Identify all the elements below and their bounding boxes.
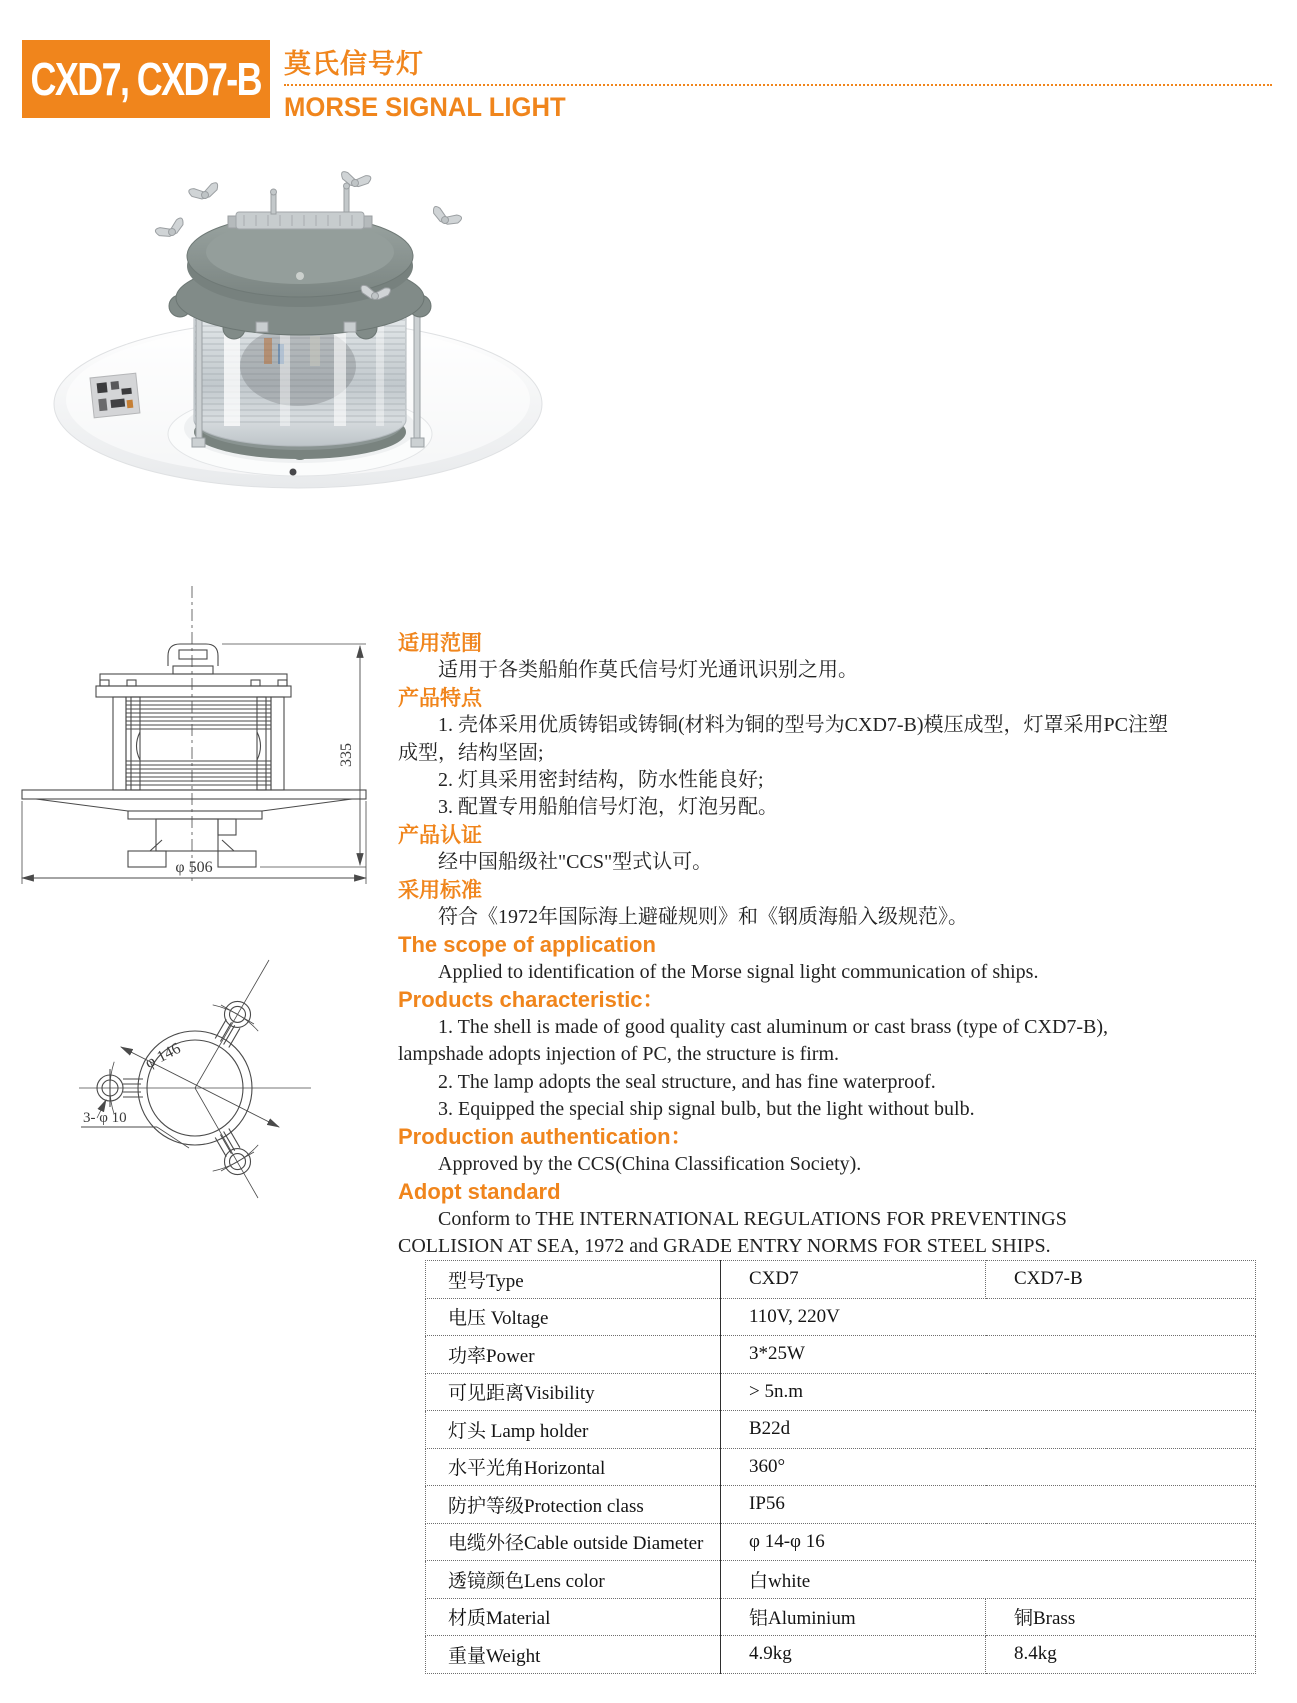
table-row-protection-class: [426, 1486, 1256, 1524]
table-row-cable-diameter: [426, 1523, 1256, 1561]
spec-label: 灯头 Lamp holder: [426, 1411, 721, 1449]
section-paragraph: 适用于各类船舶作莫氏信号灯光通讯识别之用。: [438, 659, 858, 682]
section-paragraph: 1. The shell is made of good quality cast aluminum or cast brass (type of CXD7-B), lampshade adopts injection of PC, the structure is firm.: [398, 1015, 1109, 1066]
product-title-english: MORSE SIGNAL LIGHT: [284, 92, 566, 122]
table-row-horizontal-angle: [426, 1448, 1256, 1486]
section-paragraph: 2. The lamp adopts the seal structure, and has fine waterproof.: [438, 1070, 936, 1093]
spec-value-cxd7b: 8.4kg: [986, 1636, 1256, 1674]
table-row-lens-color: [426, 1561, 1256, 1599]
product-title-chinese: 莫氏信号灯: [284, 49, 424, 79]
product-sticker: [90, 373, 140, 418]
table-row-visibility: [426, 1373, 1256, 1411]
section-heading-authentication-en: Production authentication：: [398, 1124, 693, 1150]
spec-value: > 5n.m: [721, 1373, 1256, 1411]
spec-value: 110V, 220V: [721, 1298, 1256, 1336]
model-code-banner: [22, 40, 270, 118]
dim-height-335: 335: [338, 743, 355, 767]
table-row-lamp-holder: [426, 1411, 1256, 1449]
spec-label: 材质Material: [426, 1598, 721, 1636]
spec-label: 重量Weight: [426, 1636, 721, 1674]
spec-value: 360°: [721, 1448, 1256, 1486]
spec-value: φ 14-φ 16: [721, 1523, 1256, 1561]
section-paragraph: Applied to identification of the Morse signal light communication of ships.: [438, 960, 1039, 983]
section-paragraph: Conform to THE INTERNATIONAL REGULATIONS FOR PREVENTINGS COLLISION AT SEA, 1972 and GRADE ENTRY NORMS FOR STEEL SHIPS.: [398, 1207, 1067, 1257]
section-heading-standard-cn: 采用标准: [398, 878, 482, 902]
spec-value: 白white: [721, 1561, 1256, 1599]
wing-nut: [188, 182, 220, 202]
dim-diameter-506: φ 506: [175, 859, 213, 876]
section-paragraph: 1. 壳体采用优质铸铝或铸铜(材料为铜的型号为CXD7-B)模压成型，灯罩采用PC注塑成型，结构坚固;: [398, 714, 1169, 764]
table-row-type: [426, 1261, 1256, 1299]
spec-label: 透镜颜色Lens color: [426, 1561, 721, 1599]
section-paragraph: 符合《1972年国际海上避碰规则》和《钢质海船入级规范》。: [438, 906, 968, 929]
model-code-text: CXD7, CXD7-B: [30, 53, 262, 105]
spec-value-cxd7b: 铜Brass: [986, 1598, 1256, 1636]
spec-label: 防护等级Protection class: [426, 1486, 721, 1524]
spec-label: 电缆外径Cable outside Diameter: [426, 1523, 721, 1561]
description-column: [398, 630, 1170, 1260]
table-row-power: [426, 1336, 1256, 1374]
section-heading-characteristic-en: Products characteristic：: [398, 987, 665, 1013]
cap-handle: [236, 212, 364, 229]
spec-label: 电压 Voltage: [426, 1298, 721, 1336]
product-photo: [28, 138, 548, 508]
section-paragraph: 经中国船级社"CCS"型式认可。: [438, 851, 713, 874]
table-row-weight: [426, 1636, 1256, 1674]
section-heading-features-cn: 产品特点: [398, 686, 482, 710]
dim-diameter-146: φ 146: [142, 1039, 184, 1073]
section-heading-scope-cn: 适用范围: [398, 632, 482, 655]
spec-label: 功率Power: [426, 1336, 721, 1374]
section-heading-certification-cn: 产品认证: [398, 823, 482, 847]
spec-label: 可见距离Visibility: [426, 1373, 721, 1411]
spec-value: IP56: [721, 1486, 1256, 1524]
spec-value-cxd7: 铝Aluminium: [721, 1598, 986, 1636]
spec-label: 水平光角Horizontal: [426, 1448, 721, 1486]
spec-label: 型号Type: [426, 1261, 721, 1299]
dotted-rule: [284, 84, 1272, 86]
section-heading-standard-en: Adopt standard: [398, 1179, 561, 1205]
spec-table: [425, 1260, 1256, 1674]
section-heading-scope-en: The scope of application: [398, 932, 656, 958]
section-paragraph: 3. Equipped the special ship signal bulb, but the light without bulb.: [438, 1097, 975, 1120]
dim-mounting-holes: 3- φ 10: [83, 1110, 127, 1126]
spec-value: B22d: [721, 1411, 1256, 1449]
section-paragraph: Approved by the CCS(China Classification Society).: [438, 1152, 862, 1175]
side-view-drawing: [10, 582, 390, 894]
section-paragraph: 2. 灯具采用密封结构，防水性能良好;: [438, 769, 764, 792]
spec-value: 3*25W: [721, 1336, 1256, 1374]
top-view-drawing: [45, 950, 355, 1200]
spec-value-cxd7b: CXD7-B: [986, 1261, 1256, 1299]
spec-value-cxd7: 4.9kg: [721, 1636, 986, 1674]
table-row-voltage: [426, 1298, 1256, 1336]
table-row-material: [426, 1598, 1256, 1636]
spec-value-cxd7: CXD7: [721, 1261, 986, 1299]
section-paragraph: 3. 配置专用船舶信号灯泡，灯泡另配。: [438, 796, 778, 819]
